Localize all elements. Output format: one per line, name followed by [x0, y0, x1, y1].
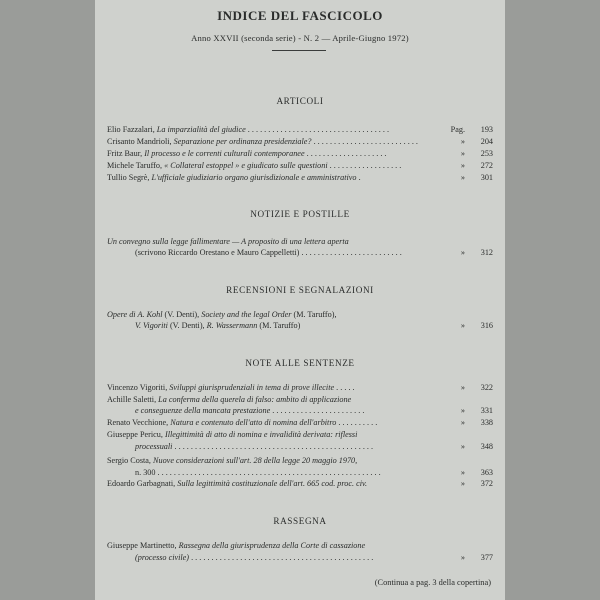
continuation-note: (Continua a pag. 3 della copertina) [374, 578, 491, 587]
entry-author: Giuseppe Pericu, [107, 430, 163, 439]
title-rule [272, 50, 326, 51]
entry-page: 331 [480, 406, 493, 415]
entry-page: 316 [480, 321, 493, 330]
entry-title: Rassegna della giurisprudenza della Corte di cassazione [178, 541, 366, 550]
entry-notizia-line1 [107, 236, 493, 247]
entry-page: 372 [480, 479, 493, 488]
entry-title: La conferma della querela di falso: ambito di applicazione [158, 395, 352, 404]
review-reviewer: (M. Taruffo) [259, 321, 301, 330]
entry-author: Vincenzo Vigoriti, [107, 383, 168, 392]
ditto-mark: » [460, 468, 465, 477]
entry-author: Tullio Segrè, [107, 173, 150, 182]
entry-note [107, 394, 493, 405]
ditto-mark: » [460, 137, 465, 146]
entry-author: Sergio Costa, [107, 456, 151, 465]
entry-title: Separazione per ordinanza presidenziale? [173, 137, 312, 146]
ditto-mark: » [460, 321, 465, 330]
issue-subtitle: Anno XXVII (seconda serie) - N. 2 — Aprile-Giugno 1972) [191, 33, 409, 43]
section-recensioni: RECENSIONI E SEGNALAZIONI [226, 285, 374, 295]
entry-title: Il processo e le correnti culturali contemporanee [144, 149, 305, 158]
review-reviewer: (V. Denti), [169, 321, 205, 330]
entry-page: 312 [480, 248, 493, 257]
entry-title: Nuove considerazioni sull'art. 28 della legge 20 maggio 1970, [153, 456, 358, 465]
page-title: INDICE DEL FASCICOLO [217, 8, 383, 23]
entry-title: processuali [135, 442, 173, 451]
entry-article: Tullio Segrè, L'ufficiale giudiziario organo giurisdizionale e amministrativo . » 301 [107, 173, 493, 182]
entry-note: Renato Vecchione, Natura e contenuto dell'atto di nomina dell'arbitro . . . . . . . . . . » 338 [107, 418, 493, 427]
ditto-mark: » [460, 149, 465, 158]
section-articoli: ARTICOLI [276, 96, 324, 106]
entry-title: Un convegno sulla legge fallimentare — A proposito di una lettera aperta [107, 237, 349, 246]
entry-page: 363 [480, 468, 493, 477]
entry-author: Crisanto Mandrioli, [107, 137, 172, 146]
entry-article: Elio Fazzalari, La imparzialità del giudice . . . . . . . . . . . . . . . . . . . . . . . . . . . . . . . . . . . Pag. 193 [107, 125, 493, 134]
entry-title: e conseguenze della mancata prestazione [135, 406, 271, 415]
entry-title: Illegittimità di atto di nomina e invalidità derivata: riflessi [164, 430, 358, 439]
entry-page: 348 [480, 442, 493, 451]
entry-page: 253 [480, 149, 493, 158]
entry-author: Michele Taruffo, [107, 161, 163, 170]
entry-note: Vincenzo Vigoriti, Sviluppi giurisprudenziali in tema di prove illecite . . . . . » 322 [107, 383, 493, 392]
entry-article: Fritz Baur, Il processo e le correnti culturali contemporanee . . . . . . . . . . . . . . . . . . . . » 253 [107, 149, 493, 158]
ditto-mark: » [460, 479, 465, 488]
entry-title: n. 300 [135, 468, 156, 477]
entry-note [107, 478, 493, 489]
section-notizie: NOTIZIE E POSTILLE [250, 209, 350, 219]
ditto-mark: » [460, 418, 465, 427]
entry-title: (processo civile) [135, 553, 190, 562]
review-work: R. Wassermann [206, 321, 258, 330]
entry-title: Sulla legittimità costituzionale dell'art. 665 cod. proc. civ. [177, 479, 368, 488]
entry-author: Elio Fazzalari, [107, 125, 155, 134]
ditto-mark: » [460, 406, 465, 415]
section-note: NOTE ALLE SENTENZE [245, 358, 355, 368]
entry-page: 301 [480, 173, 493, 182]
review-reviewer: (M. Taruffo), [293, 310, 337, 319]
review-work: V. Vigoriti [135, 321, 168, 330]
ditto-mark: » [460, 161, 465, 170]
ditto-mark: » [460, 442, 465, 451]
entry-title: L'ufficiale giudiziario organo giurisdizionale e amministrativo [151, 173, 357, 182]
entry-article: Crisanto Mandrioli, Separazione per ordinanza presidenziale? . . . . . . . . . . . . . . . . . . . . . . . . . . » 204 [107, 137, 493, 146]
entry-author: Giuseppe Martinetto, [107, 541, 177, 550]
entry-page: 322 [480, 383, 493, 392]
ditto-mark: » [460, 383, 465, 392]
entry-recensione-line1 [107, 309, 493, 320]
review-reviewer: (V. Denti), [164, 310, 200, 319]
entry-title: Natura e contenuto dell'atto di nomina dell'arbitro [170, 418, 337, 427]
entry-author: Renato Vecchione, [107, 418, 169, 427]
entry-page: 272 [480, 161, 493, 170]
entry-page: 338 [480, 418, 493, 427]
entry-article: Michele Taruffo, « Collateral estoppel » e giudicato sulle questioni . . . . . . . . . . . . . . . . . . » 272 [107, 161, 493, 170]
entry-author: Achille Saletti, [107, 395, 157, 404]
ditto-mark: » [460, 173, 465, 182]
entry-notizia-line2: (scrivono Riccardo Orestano e Mauro Cappelletti) . . . . . . . . . . . . . . . . . . . . . . . . . » 312 [135, 248, 493, 257]
entry-note-cont: n. 300 . . . . . . . . . . . . . . . . . . . . . . . . . . . . . . . . . . . . . . . . . . . . . . . . . . . . . . . » 363 [135, 468, 493, 477]
entry-note-cont: e conseguenze della mancata prestazione . . . . . . . . . . . . . . . . . . . . . . . » 331 [135, 406, 493, 415]
ditto-mark: » [460, 553, 465, 562]
entry-note [107, 455, 493, 466]
entry-note [107, 429, 493, 440]
entry-rassegna [107, 540, 493, 551]
entry-page: 193 [480, 125, 493, 134]
entry-title: Sviluppi giurisprudenziali in tema di prove illecite [169, 383, 335, 392]
review-work: Society and the legal Order [201, 310, 292, 319]
entry-author: Fritz Baur, [107, 149, 143, 158]
section-rassegna: RASSEGNA [273, 516, 327, 526]
entry-page: 377 [480, 553, 493, 562]
entry-page: 204 [480, 137, 493, 146]
entry-recensione-line2 [107, 320, 493, 331]
page-word: Pag. [450, 125, 465, 134]
ditto-mark: » [460, 248, 465, 257]
review-work: Opere di A. Kohl [107, 310, 163, 319]
entry-title: « Collateral estoppel » e giudicato sulle questioni [164, 161, 328, 170]
index-page [95, 0, 505, 600]
entry-author: Edoardo Garbagnati, [107, 479, 176, 488]
entry-author: (scrivono Riccardo Orestano e Mauro Cappelletti) [135, 248, 300, 257]
entry-title: La imparzialità del giudice [156, 125, 246, 134]
entry-note-cont: processuali . . . . . . . . . . . . . . . . . . . . . . . . . . . . . . . . . . . . . . . . . . . . . . . . . » 348 [135, 442, 493, 451]
entry-rassegna-cont: (processo civile) . . . . . . . . . . . . . . . . . . . . . . . . . . . . . . . . . . . . . . . . . . . . . » 377 [135, 553, 493, 562]
